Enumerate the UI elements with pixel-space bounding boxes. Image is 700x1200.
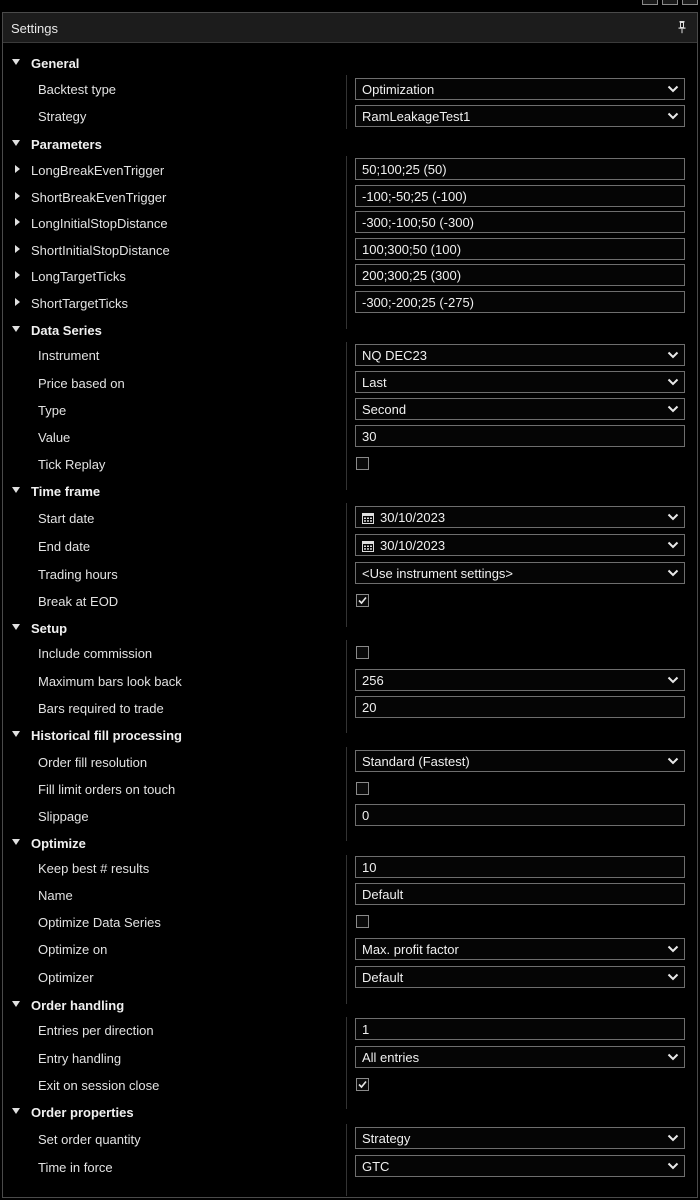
window-top-strip: [0, 0, 700, 12]
section-general[interactable]: [3, 51, 697, 75]
chevron-down-icon: [667, 943, 679, 955]
chevron-down-icon: [667, 971, 679, 983]
start-date-picker[interactable]: 30/10/2023: [355, 506, 685, 528]
checkmark-icon: [357, 1079, 368, 1090]
section-setup[interactable]: [3, 616, 697, 640]
expand-caret-icon[interactable]: [15, 192, 20, 200]
prop-break-at-eod: [3, 589, 697, 615]
prop-label: LongTargetTicks: [31, 269, 126, 284]
type-select[interactable]: Second: [355, 398, 685, 420]
chevron-down-icon: [667, 1160, 679, 1172]
trading-hours-select[interactable]: <Use instrument settings>: [355, 562, 685, 584]
prop-label: Start date: [38, 511, 95, 526]
short-target-ticks-input[interactable]: -300;-200;25 (-275): [355, 291, 685, 313]
slippage-input[interactable]: 0: [355, 804, 685, 826]
expand-triangle-icon[interactable]: [12, 624, 20, 630]
settings-panel: [2, 12, 698, 1198]
chevron-down-icon: [667, 567, 679, 579]
section-order-handling[interactable]: [3, 993, 697, 1017]
section-data-series[interactable]: [3, 318, 697, 342]
prop-label: ShortInitialStopDistance: [31, 243, 170, 258]
strategy-select[interactable]: RamLeakageTest1: [355, 105, 685, 127]
section-label: Parameters: [31, 137, 102, 152]
expand-triangle-icon[interactable]: [12, 59, 20, 65]
name-input[interactable]: Default: [355, 883, 685, 905]
section-historical-fill[interactable]: [3, 723, 697, 747]
prop-label: LongBreakEvenTrigger: [31, 163, 165, 178]
backtest-type-select[interactable]: Optimization: [355, 78, 685, 100]
chevron-down-icon: [667, 539, 679, 551]
chevron-down-icon: [667, 1051, 679, 1063]
calendar-icon[interactable]: [362, 541, 374, 552]
window-button[interactable]: [642, 0, 658, 5]
prop-tick-replay: [3, 452, 697, 478]
prop-label: Instrument: [38, 348, 100, 363]
prop-label: Price based on: [38, 376, 125, 391]
expand-triangle-icon[interactable]: [12, 140, 20, 146]
prop-label: End date: [38, 539, 91, 554]
prop-label: LongInitialStopDistance: [31, 216, 168, 231]
prop-label: Optimizer: [38, 970, 94, 985]
prop-label: Keep best # results: [38, 861, 150, 876]
chevron-down-icon: [667, 674, 679, 686]
chevron-down-icon: [667, 83, 679, 95]
chevron-down-icon: [667, 755, 679, 767]
expand-triangle-icon[interactable]: [12, 1108, 20, 1114]
include-commission-checkbox[interactable]: [356, 646, 369, 659]
section-label: Order handling: [31, 998, 125, 1013]
prop-label: Backtest type: [38, 82, 117, 97]
chevron-down-icon: [667, 1132, 679, 1144]
set-order-quantity-select[interactable]: Strategy: [355, 1127, 685, 1149]
price-based-on-select[interactable]: Last: [355, 371, 685, 393]
prop-label: Set order quantity: [38, 1132, 141, 1147]
bars-required-input[interactable]: 20: [355, 696, 685, 718]
prop-label: Bars required to trade: [38, 701, 164, 716]
prop-label: Slippage: [38, 809, 89, 824]
prop-label: ShortTargetTicks: [31, 296, 129, 311]
checkmark-icon: [357, 595, 368, 606]
chevron-down-icon: [667, 511, 679, 523]
fill-limit-on-touch-checkbox[interactable]: [356, 782, 369, 795]
prop-label: Optimize Data Series: [38, 915, 161, 930]
expand-triangle-icon[interactable]: [12, 1001, 20, 1007]
section-label: Order properties: [31, 1105, 134, 1120]
prop-label: Entries per direction: [38, 1023, 154, 1038]
tick-replay-checkbox[interactable]: [356, 457, 369, 470]
chevron-down-icon: [667, 110, 679, 122]
section-label: General: [31, 56, 80, 71]
prop-optimize-data-series: [3, 910, 697, 936]
settings-title: Settings: [11, 21, 58, 36]
chevron-down-icon: [667, 403, 679, 415]
exit-on-session-close-checkbox[interactable]: [356, 1078, 369, 1091]
short-break-even-trigger-input[interactable]: -100;-50;25 (-100): [355, 185, 685, 207]
prop-label: Include commission: [38, 646, 153, 661]
expand-triangle-icon[interactable]: [12, 839, 20, 845]
expand-caret-icon[interactable]: [15, 245, 20, 253]
prop-label: Value: [38, 430, 71, 445]
time-in-force-select[interactable]: GTC: [355, 1155, 685, 1177]
prop-label: Strategy: [38, 109, 87, 124]
long-break-even-trigger-input[interactable]: 50;100;25 (50): [355, 158, 685, 180]
order-fill-resolution-select[interactable]: Standard (Fastest): [355, 750, 685, 772]
section-label: Data Series: [31, 323, 102, 338]
max-bars-look-back-select[interactable]: 256: [355, 669, 685, 691]
long-initial-stop-distance-input[interactable]: -300;-100;50 (-300): [355, 211, 685, 233]
section-order-properties[interactable]: [3, 1100, 697, 1124]
entries-per-direction-input[interactable]: 1: [355, 1018, 685, 1040]
prop-label: Entry handling: [38, 1051, 122, 1066]
prop-label: Type: [38, 403, 67, 418]
section-time-frame[interactable]: [3, 479, 697, 503]
prop-fill-limit-on-touch: [3, 777, 697, 803]
instrument-select[interactable]: NQ DEC23: [355, 344, 685, 366]
optimize-on-select[interactable]: Max. profit factor: [355, 938, 685, 960]
chevron-down-icon: [667, 376, 679, 388]
section-label: Historical fill processing: [31, 728, 182, 743]
window-button[interactable]: [682, 0, 698, 5]
optimizer-select[interactable]: Default: [355, 966, 685, 988]
prop-label: Break at EOD: [38, 594, 119, 609]
prop-label: Optimize on: [38, 942, 108, 957]
prop-label: Maximum bars look back: [38, 674, 182, 689]
prop-exit-on-session-close: [3, 1073, 697, 1099]
keep-best-input[interactable]: 10: [355, 856, 685, 878]
chevron-down-icon: [667, 349, 679, 361]
section-optimize[interactable]: [3, 831, 697, 855]
prop-label: Tick Replay: [38, 457, 106, 472]
prop-label: Order fill resolution: [38, 755, 148, 770]
optimize-data-series-checkbox[interactable]: [356, 915, 369, 928]
settings-header: [3, 13, 697, 43]
expand-caret-icon[interactable]: [15, 218, 20, 226]
section-label: Optimize: [31, 836, 86, 851]
section-label: Setup: [31, 621, 68, 636]
prop-label: Time in force: [38, 1160, 113, 1175]
calendar-icon[interactable]: [362, 513, 374, 524]
value-input[interactable]: 30: [355, 425, 685, 447]
prop-label: ShortBreakEvenTrigger: [31, 190, 167, 205]
short-initial-stop-distance-input[interactable]: 100;300;50 (100): [355, 238, 685, 260]
expand-caret-icon[interactable]: [15, 165, 20, 173]
entry-handling-select[interactable]: All entries: [355, 1046, 685, 1068]
section-label: Time frame: [31, 484, 101, 499]
expand-caret-icon[interactable]: [15, 271, 20, 279]
expand-caret-icon[interactable]: [15, 298, 20, 306]
prop-label: Exit on session close: [38, 1078, 160, 1093]
pin-icon[interactable]: [677, 20, 687, 34]
expand-triangle-icon[interactable]: [12, 487, 20, 493]
prop-include-commission: [3, 641, 697, 667]
end-date-picker[interactable]: 30/10/2023: [355, 534, 685, 556]
section-parameters[interactable]: [3, 132, 697, 156]
prop-label: Trading hours: [38, 567, 118, 582]
prop-label: Fill limit orders on touch: [38, 782, 176, 797]
expand-triangle-icon[interactable]: [12, 326, 20, 332]
long-target-ticks-input[interactable]: 200;300;25 (300): [355, 264, 685, 286]
prop-label: Name: [38, 888, 73, 903]
window-button[interactable]: [662, 0, 678, 5]
expand-triangle-icon[interactable]: [12, 731, 20, 737]
break-at-eod-checkbox[interactable]: [356, 594, 369, 607]
